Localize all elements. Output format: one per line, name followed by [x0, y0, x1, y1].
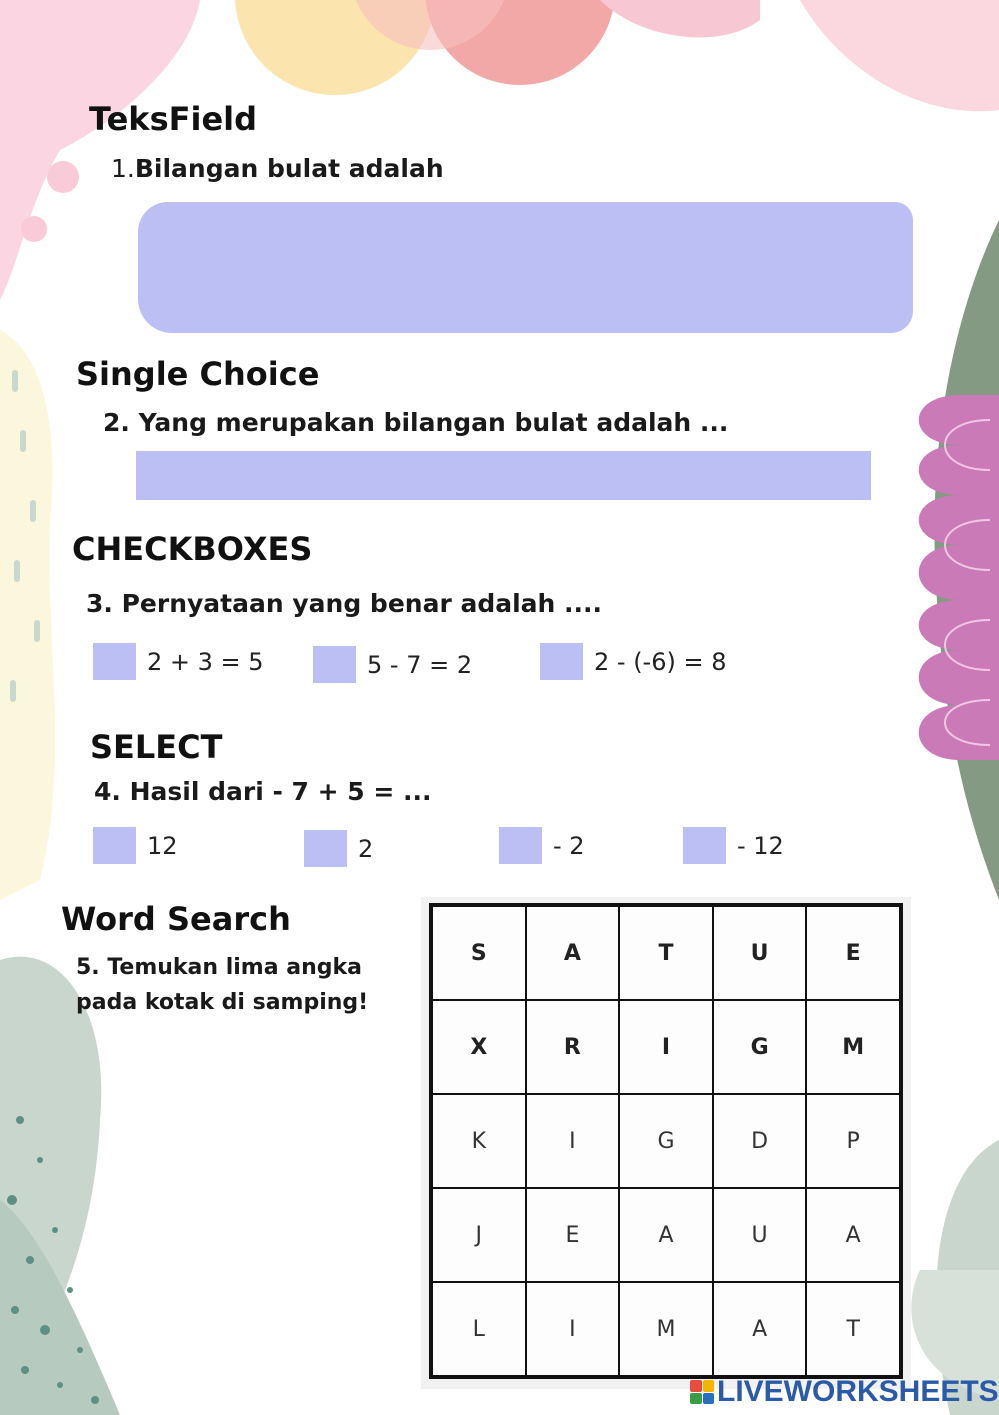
- grid-cell[interactable]: E: [806, 906, 900, 1000]
- grid-cell[interactable]: A: [526, 906, 620, 1000]
- single-choice-dropdown[interactable]: [136, 451, 871, 500]
- checkbox-label: 5 - 7 = 2: [367, 650, 473, 679]
- grid-cell[interactable]: I: [619, 1000, 713, 1094]
- question-2: 2. Yang merupakan bilangan bulat adalah ...: [103, 408, 729, 437]
- word-search-panel: [421, 897, 911, 1389]
- grid-cell[interactable]: U: [713, 1188, 807, 1282]
- checkbox-option-3[interactable]: [540, 643, 726, 680]
- grid-cell[interactable]: A: [806, 1188, 900, 1282]
- grid-cell[interactable]: G: [619, 1094, 713, 1188]
- grid-cell[interactable]: I: [526, 1282, 620, 1376]
- grid-cell[interactable]: A: [619, 1188, 713, 1282]
- checkbox-option-1[interactable]: [93, 643, 264, 680]
- brand-name: LIVEWORKSHEETS: [717, 1375, 999, 1408]
- question-3: 3. Pernyataan yang benar adalah ....: [86, 589, 603, 618]
- checkbox-label: 2 - (-6) = 8: [594, 647, 727, 676]
- question-1-number: 1.: [111, 154, 135, 183]
- liveworksheets-logo-icon: [690, 1380, 714, 1404]
- heading-select: SELECT: [90, 728, 223, 766]
- select-box[interactable]: [683, 827, 726, 864]
- question-1: [111, 154, 444, 183]
- question-1-text: Bilangan bulat adalah: [134, 154, 444, 183]
- heading-word-search: Word Search: [61, 900, 291, 938]
- select-box[interactable]: [304, 830, 347, 867]
- grid-cell[interactable]: A: [713, 1282, 807, 1376]
- select-label: - 2: [553, 831, 585, 860]
- grid-cell[interactable]: L: [432, 1282, 526, 1376]
- select-label: - 12: [737, 831, 784, 860]
- grid-cell[interactable]: T: [619, 906, 713, 1000]
- question-4: 4. Hasil dari - 7 + 5 = ...: [94, 777, 432, 806]
- checkbox-label: 2 + 3 = 5: [147, 647, 264, 676]
- grid-cell[interactable]: M: [619, 1282, 713, 1376]
- word-search-grid: [429, 903, 903, 1379]
- select-box[interactable]: [499, 827, 542, 864]
- grid-cell[interactable]: D: [713, 1094, 807, 1188]
- select-label: 2: [358, 834, 374, 863]
- heading-single-choice: Single Choice: [76, 355, 320, 393]
- select-option-4[interactable]: [683, 827, 784, 864]
- select-label: 12: [147, 831, 178, 860]
- question-5: 5. Temukan lima angka pada kotak di samping!: [76, 955, 369, 1015]
- grid-cell[interactable]: S: [432, 906, 526, 1000]
- checkbox-option-2[interactable]: [313, 646, 472, 683]
- grid-cell[interactable]: E: [526, 1188, 620, 1282]
- select-option-3[interactable]: [499, 827, 585, 864]
- grid-cell[interactable]: J: [432, 1188, 526, 1282]
- liveworksheets-brand[interactable]: [690, 1375, 999, 1409]
- grid-cell[interactable]: M: [806, 1000, 900, 1094]
- select-box[interactable]: [93, 827, 136, 864]
- heading-checkboxes: CHECKBOXES: [72, 530, 313, 568]
- grid-cell[interactable]: P: [806, 1094, 900, 1188]
- select-option-2[interactable]: [304, 830, 373, 867]
- grid-cell[interactable]: T: [806, 1282, 900, 1376]
- grid-cell[interactable]: G: [713, 1000, 807, 1094]
- select-option-1[interactable]: [93, 827, 178, 864]
- checkbox-box[interactable]: [313, 646, 356, 683]
- grid-cell[interactable]: K: [432, 1094, 526, 1188]
- grid-cell[interactable]: I: [526, 1094, 620, 1188]
- checkbox-box[interactable]: [93, 643, 136, 680]
- grid-cell[interactable]: U: [713, 906, 807, 1000]
- answer-text-field[interactable]: [138, 202, 913, 333]
- checkbox-box[interactable]: [540, 643, 583, 680]
- heading-teksfield: TeksField: [89, 100, 258, 138]
- grid-cell[interactable]: X: [432, 1000, 526, 1094]
- grid-cell[interactable]: R: [526, 1000, 620, 1094]
